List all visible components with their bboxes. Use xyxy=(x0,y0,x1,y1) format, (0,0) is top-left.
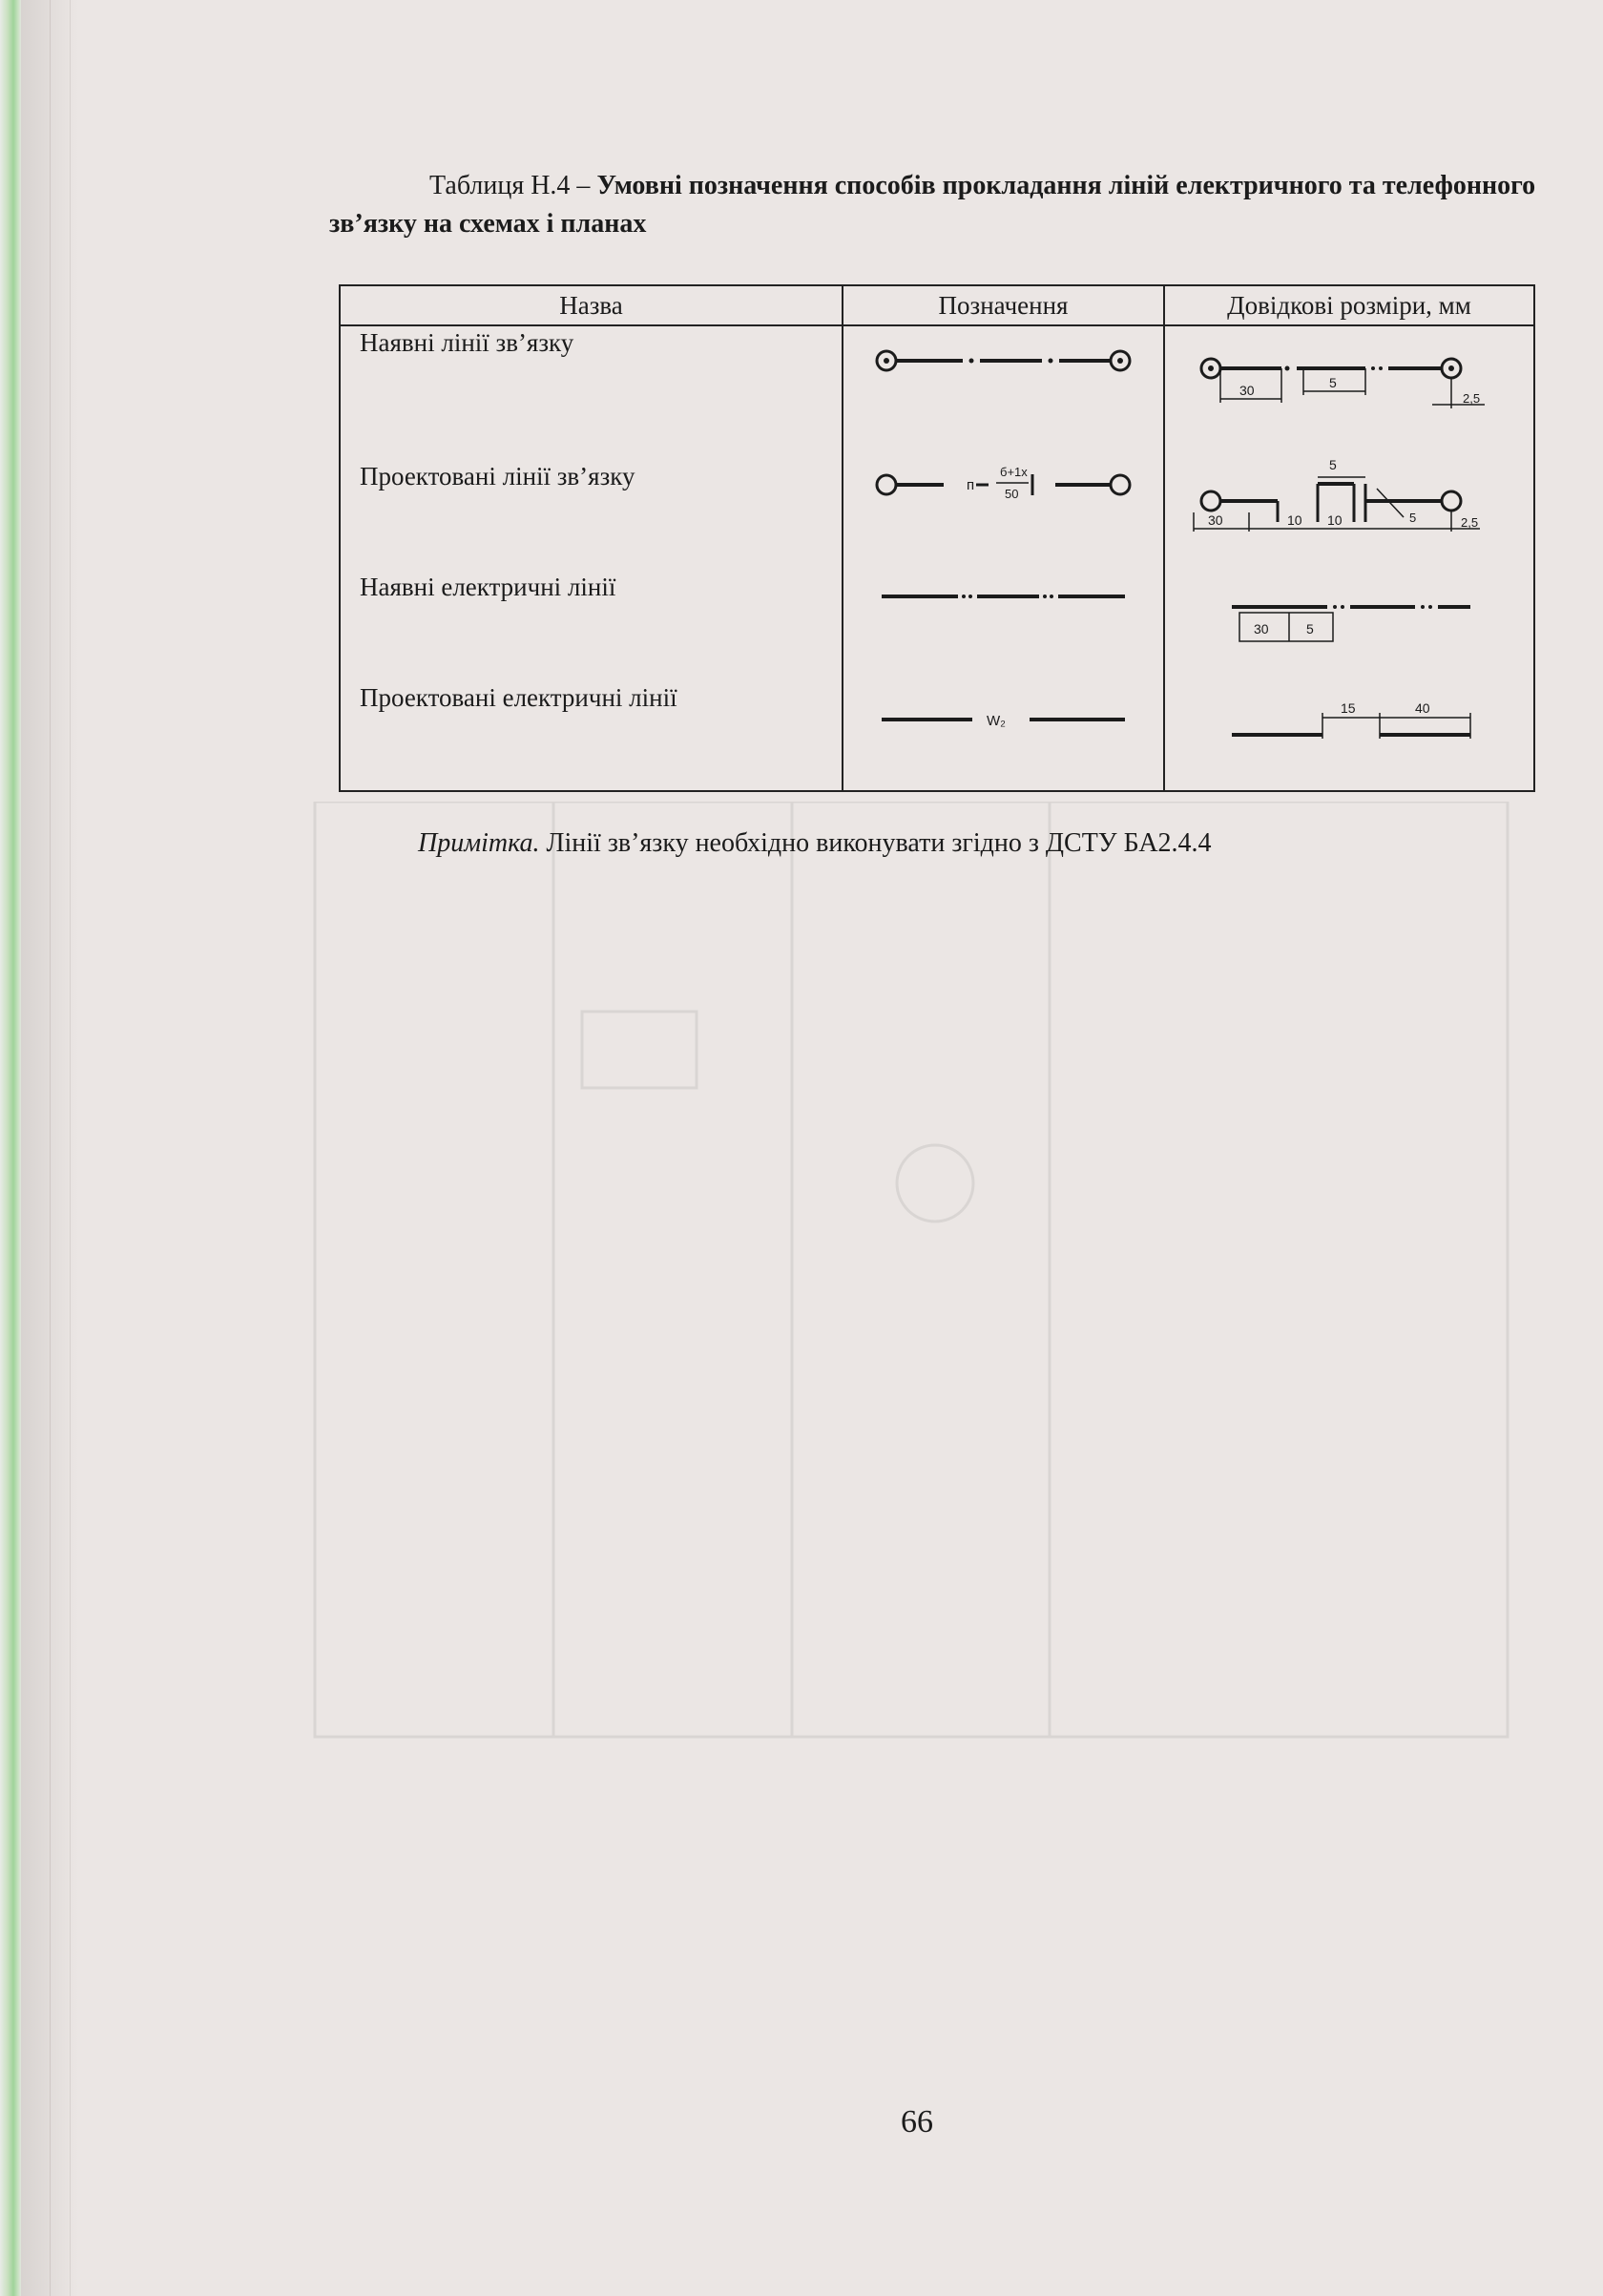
dim-3-a: 30 xyxy=(1254,621,1269,637)
note-text: Лінії зв’язку необхідно виконувати згідно з ДСТУ БА2.4.4 xyxy=(539,828,1212,858)
bleed-through-texture xyxy=(286,802,1527,2042)
dimension-existing-comm xyxy=(1201,359,1485,408)
row-label-designed-comm: Проектовані лінії зв’язку xyxy=(360,462,635,491)
symbol-designed-power xyxy=(882,713,1125,729)
note-label: Примітка. xyxy=(418,828,540,858)
symbol-label-bottom: 50 xyxy=(1005,487,1019,501)
dim-2-c: 10 xyxy=(1287,512,1302,528)
dim-1-c: 2,5 xyxy=(1463,391,1481,406)
dim-2-e: 5 xyxy=(1409,511,1417,525)
dimensions-column xyxy=(1164,325,1534,791)
dimension-drawings xyxy=(1165,326,1533,794)
book-edge xyxy=(0,0,21,2296)
header-symbol: Позначення xyxy=(843,285,1164,325)
dim-2-a: 5 xyxy=(1329,457,1337,472)
row-label-existing-comm: Наявні лінії зв’язку xyxy=(360,328,574,357)
table-caption xyxy=(329,167,1570,243)
caption-lead: Таблиця Н.4 – xyxy=(429,171,597,200)
symbol-existing-power xyxy=(882,595,1125,598)
dimension-designed-comm xyxy=(1194,457,1480,532)
dim-4-b: 40 xyxy=(1415,700,1430,716)
dim-1-a: 30 xyxy=(1239,383,1255,398)
symbol-label-top: б+1x xyxy=(1000,465,1028,479)
row-label-designed-power: Проектовані електричні лінії xyxy=(360,683,677,712)
row-label-existing-power: Наявні електричні лінії xyxy=(360,573,616,601)
dim-4-a: 15 xyxy=(1341,700,1356,716)
symbol-label-w2: W₂ xyxy=(987,713,1006,729)
symbol-existing-comm xyxy=(877,351,1130,370)
dim-2-f: 2,5 xyxy=(1461,515,1479,530)
symbol-prefix: п xyxy=(967,477,975,493)
table-header-row xyxy=(340,285,1534,325)
dim-1-b: 5 xyxy=(1329,375,1337,390)
page-stack-edges xyxy=(50,0,71,2296)
dim-2-d: 10 xyxy=(1327,512,1343,528)
dimension-designed-power xyxy=(1232,700,1470,739)
dim-3-b: 5 xyxy=(1306,621,1314,637)
page-number: 66 xyxy=(901,2104,933,2139)
table-body-row xyxy=(340,325,1534,791)
names-column xyxy=(340,325,843,791)
header-dimensions: Довідкові розміри, мм xyxy=(1164,285,1534,325)
table-note xyxy=(418,828,1212,859)
line-symbols-drawing xyxy=(843,326,1163,794)
header-name: Назва xyxy=(340,285,843,325)
legend-table xyxy=(339,284,1535,792)
dim-2-b: 30 xyxy=(1208,512,1223,528)
caption-bold: Умовні позначення способів прокладання ліній електричного та телефонного зв’язку на схемах і планах xyxy=(329,171,1536,239)
symbol-designed-comm xyxy=(877,465,1130,501)
dimension-existing-power xyxy=(1232,605,1470,641)
symbols-column xyxy=(843,325,1164,791)
